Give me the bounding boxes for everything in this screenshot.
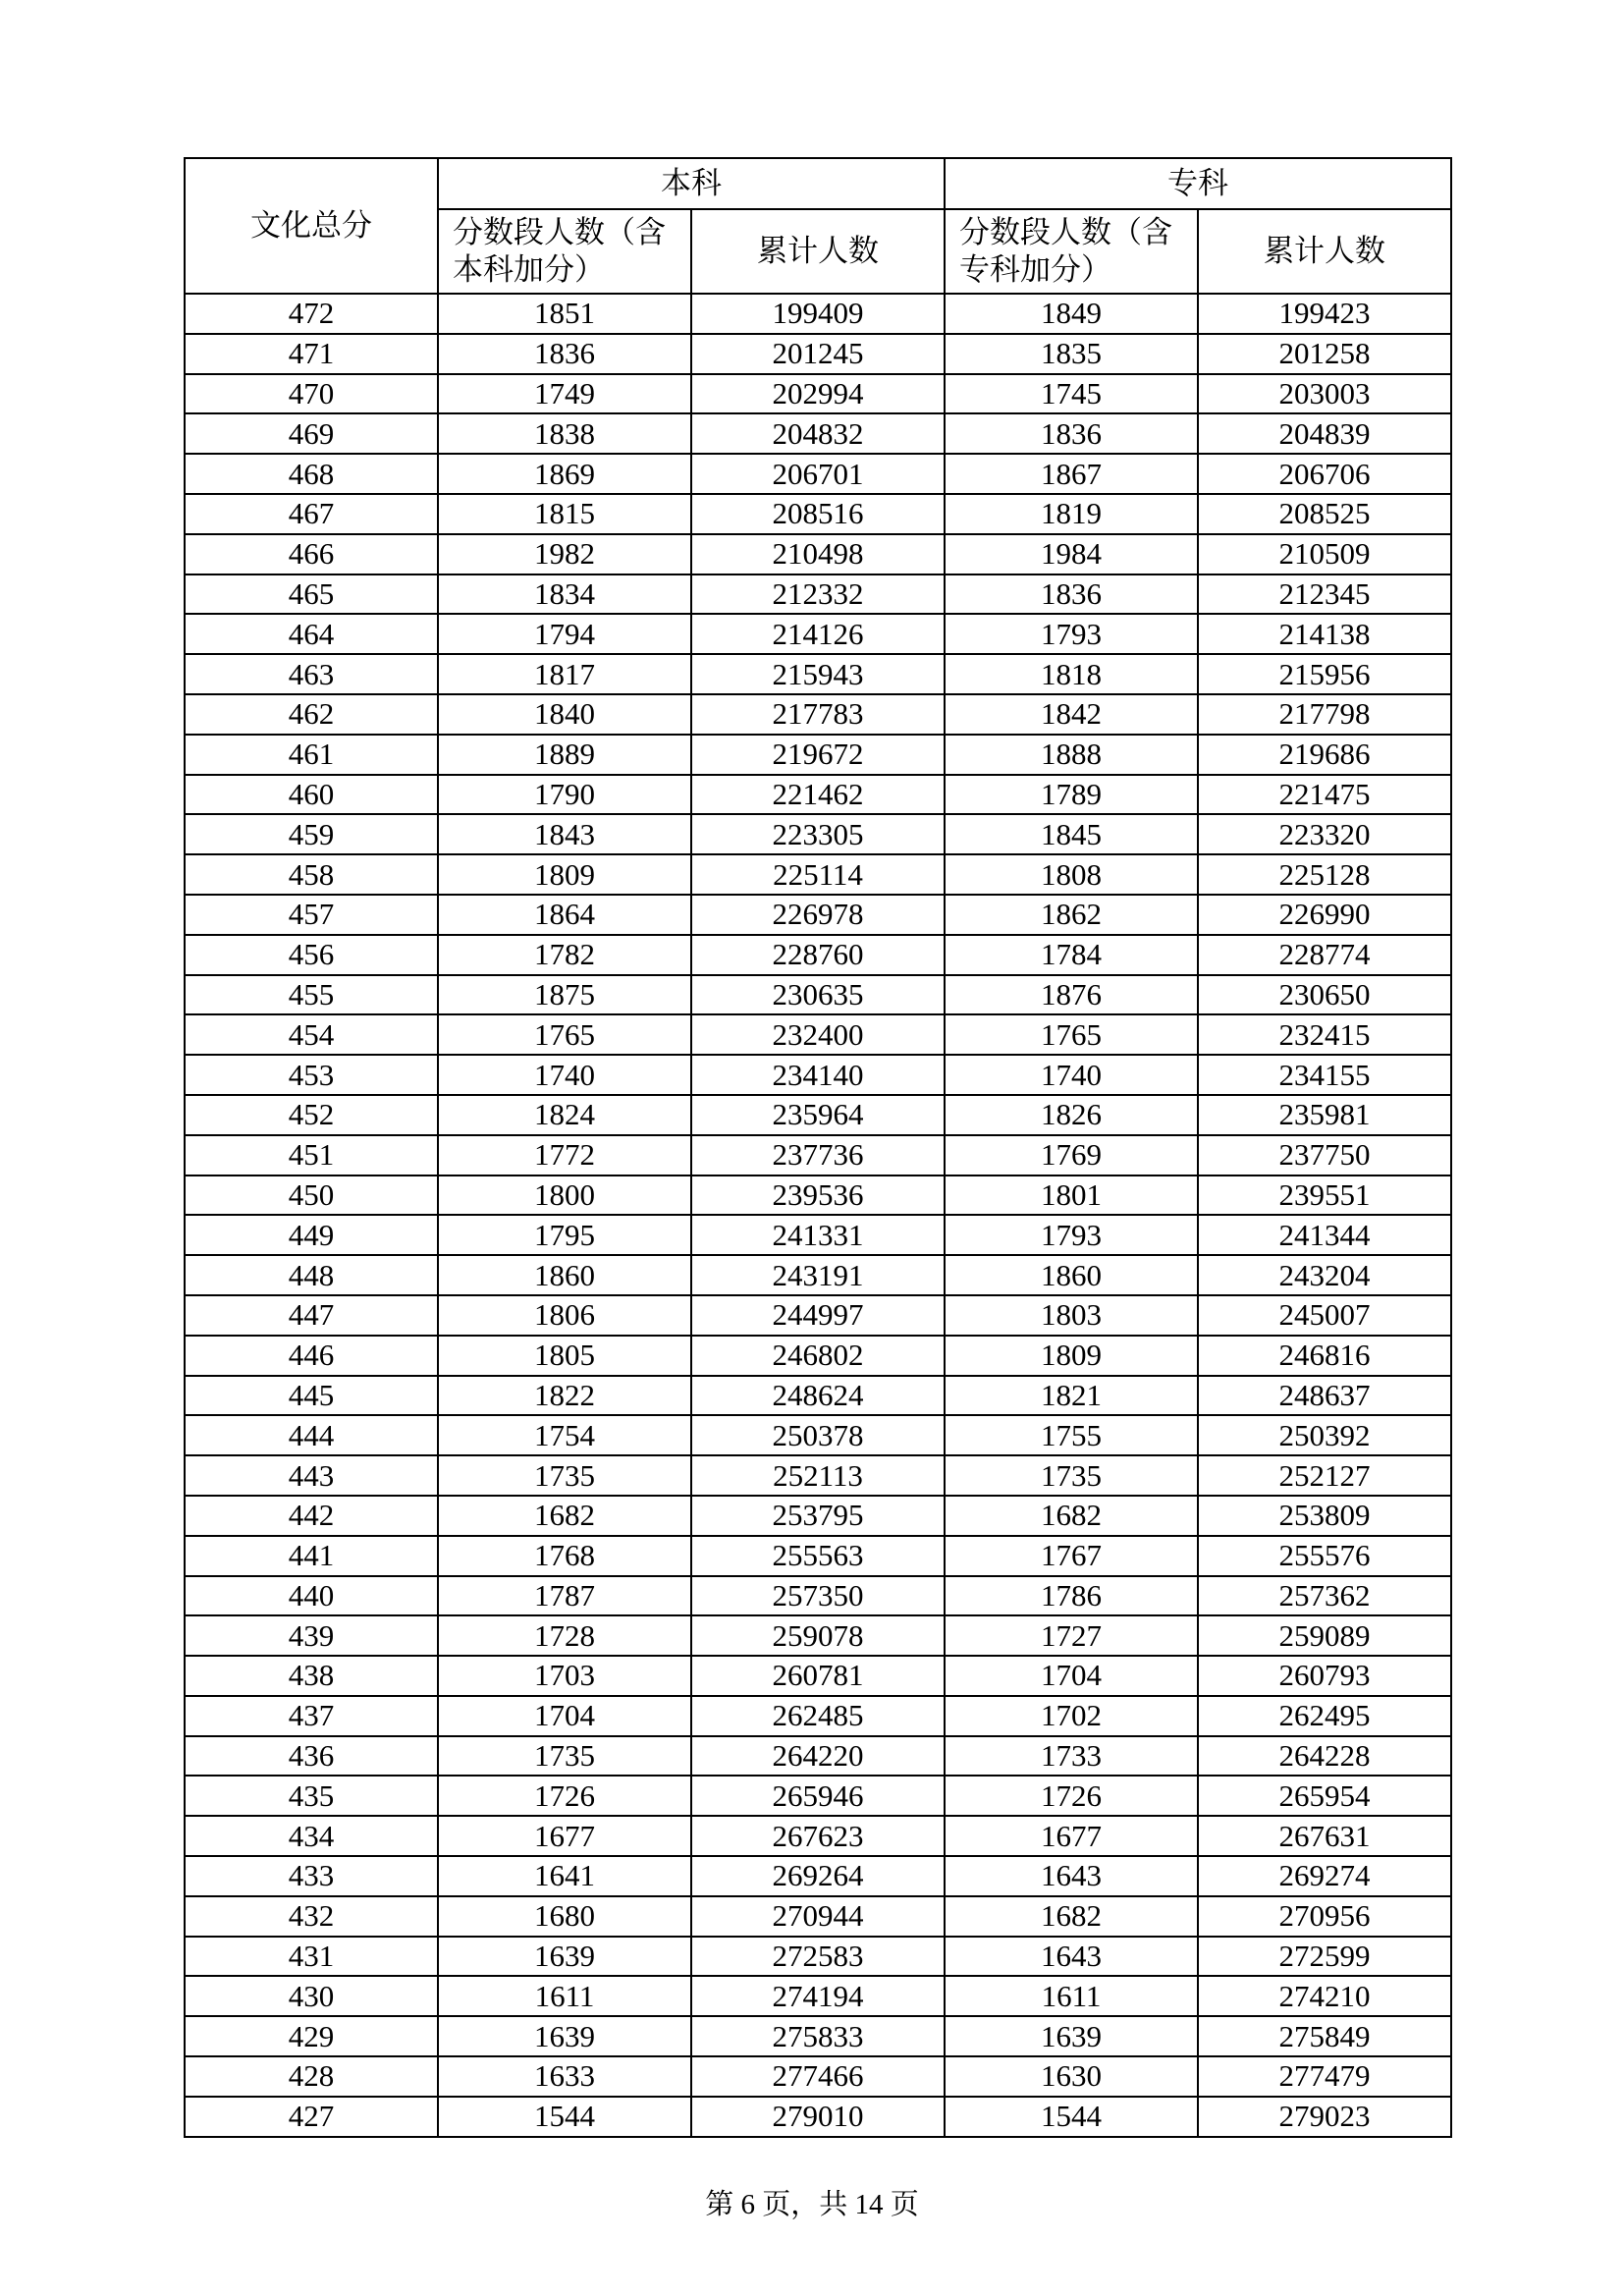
undergrad-cumulative-cell: 248624	[691, 1376, 945, 1416]
undergrad-cumulative-cell: 257350	[691, 1576, 945, 1616]
junior-cumulative-cell: 272599	[1198, 1937, 1451, 1977]
undergrad-segment-cell: 1728	[438, 1615, 691, 1656]
junior-segment-cell: 1769	[945, 1135, 1198, 1175]
junior-segment-cell: 1704	[945, 1656, 1198, 1696]
undergrad-segment-cell: 1544	[438, 2097, 691, 2137]
junior-cumulative-cell: 243204	[1198, 1255, 1451, 1295]
score-cell: 460	[185, 775, 438, 815]
table-row	[185, 1055, 1451, 1095]
undergrad-segment-cell: 1682	[438, 1496, 691, 1536]
table-row	[185, 1255, 1451, 1295]
junior-cumulative-cell: 245007	[1198, 1295, 1451, 1336]
page-number: 第 6 页，共 14 页	[705, 2189, 919, 2220]
table-row	[185, 1656, 1451, 1696]
score-cell: 463	[185, 654, 438, 694]
junior-segment-cell: 1682	[945, 1896, 1198, 1937]
table-row	[185, 1937, 1451, 1977]
undergrad-segment-cell: 1641	[438, 1856, 691, 1896]
header-junior-segment: 分数段人数（含专科加分）	[945, 209, 1198, 294]
table-row	[185, 1415, 1451, 1455]
junior-cumulative-cell: 250392	[1198, 1415, 1451, 1455]
score-cell: 441	[185, 1536, 438, 1576]
table-row	[185, 454, 1451, 494]
undergrad-segment-cell: 1889	[438, 735, 691, 775]
undergrad-cumulative-cell: 228760	[691, 935, 945, 975]
undergrad-cumulative-cell: 208516	[691, 494, 945, 534]
junior-segment-cell: 1793	[945, 614, 1198, 654]
score-cell: 471	[185, 334, 438, 374]
junior-cumulative-cell: 277479	[1198, 2056, 1451, 2097]
score-cell: 467	[185, 494, 438, 534]
undergrad-cumulative-cell: 225114	[691, 854, 945, 895]
junior-cumulative-cell: 239551	[1198, 1175, 1451, 1216]
undergrad-segment-cell: 1836	[438, 334, 691, 374]
score-cell: 436	[185, 1736, 438, 1777]
table-row	[185, 1014, 1451, 1055]
junior-cumulative-cell: 270956	[1198, 1896, 1451, 1937]
score-cell: 435	[185, 1776, 438, 1816]
junior-cumulative-cell: 210509	[1198, 534, 1451, 574]
score-cell: 437	[185, 1696, 438, 1736]
junior-segment-cell: 1826	[945, 1095, 1198, 1135]
header-undergrad-cumulative: 累计人数	[691, 209, 945, 294]
junior-segment-cell: 1682	[945, 1496, 1198, 1536]
junior-segment-cell: 1784	[945, 935, 1198, 975]
undergrad-segment-cell: 1726	[438, 1776, 691, 1816]
undergrad-segment-cell: 1864	[438, 895, 691, 935]
junior-cumulative-cell: 275849	[1198, 2016, 1451, 2056]
score-cell: 451	[185, 1135, 438, 1175]
junior-cumulative-cell: 259089	[1198, 1615, 1451, 1656]
junior-segment-cell: 1801	[945, 1175, 1198, 1216]
undergrad-cumulative-cell: 270944	[691, 1896, 945, 1937]
junior-segment-cell: 1836	[945, 574, 1198, 615]
undergrad-cumulative-cell: 255563	[691, 1536, 945, 1576]
score-cell: 461	[185, 735, 438, 775]
score-cell: 455	[185, 975, 438, 1015]
junior-cumulative-cell: 203003	[1198, 374, 1451, 414]
undergrad-cumulative-cell: 214126	[691, 614, 945, 654]
score-cell: 432	[185, 1896, 438, 1937]
undergrad-cumulative-cell: 201245	[691, 334, 945, 374]
junior-segment-cell: 1727	[945, 1615, 1198, 1656]
junior-segment-cell: 1808	[945, 854, 1198, 895]
table-row	[185, 694, 1451, 735]
undergrad-cumulative-cell: 232400	[691, 1014, 945, 1055]
undergrad-cumulative-cell: 264220	[691, 1736, 945, 1777]
undergrad-cumulative-cell: 206701	[691, 454, 945, 494]
undergrad-cumulative-cell: 274194	[691, 1976, 945, 2016]
score-cell: 465	[185, 574, 438, 615]
score-cell: 450	[185, 1175, 438, 1216]
undergrad-segment-cell: 1639	[438, 1937, 691, 1977]
undergrad-cumulative-cell: 234140	[691, 1055, 945, 1095]
undergrad-cumulative-cell: 265946	[691, 1776, 945, 1816]
undergrad-cumulative-cell: 217783	[691, 694, 945, 735]
junior-cumulative-cell: 257362	[1198, 1576, 1451, 1616]
undergrad-segment-cell: 1840	[438, 694, 691, 735]
score-cell: 448	[185, 1255, 438, 1295]
table-row	[185, 895, 1451, 935]
undergrad-segment-cell: 1703	[438, 1656, 691, 1696]
junior-cumulative-cell: 241344	[1198, 1215, 1451, 1255]
score-cell: 464	[185, 614, 438, 654]
score-cell: 459	[185, 814, 438, 854]
junior-cumulative-cell: 221475	[1198, 775, 1451, 815]
score-cell: 442	[185, 1496, 438, 1536]
undergrad-segment-cell: 1749	[438, 374, 691, 414]
score-cell: 452	[185, 1095, 438, 1135]
table-row	[185, 2097, 1451, 2137]
undergrad-segment-cell: 1680	[438, 1896, 691, 1937]
table-row	[185, 854, 1451, 895]
undergrad-cumulative-cell: 219672	[691, 735, 945, 775]
score-cell: 444	[185, 1415, 438, 1455]
score-cell: 427	[185, 2097, 438, 2137]
table-header	[185, 158, 1451, 294]
undergrad-segment-cell: 1851	[438, 294, 691, 334]
undergrad-cumulative-cell: 239536	[691, 1175, 945, 1216]
junior-cumulative-cell: 235981	[1198, 1095, 1451, 1135]
undergrad-segment-cell: 1704	[438, 1696, 691, 1736]
table-row	[185, 1536, 1451, 1576]
score-cell: 445	[185, 1376, 438, 1416]
junior-segment-cell: 1876	[945, 975, 1198, 1015]
header-undergrad-segment: 分数段人数（含本科加分）	[438, 209, 691, 294]
score-cell: 468	[185, 454, 438, 494]
undergrad-segment-cell: 1805	[438, 1336, 691, 1376]
undergrad-segment-cell: 1611	[438, 1976, 691, 2016]
undergrad-segment-cell: 1843	[438, 814, 691, 854]
junior-cumulative-cell: 201258	[1198, 334, 1451, 374]
score-cell: 433	[185, 1856, 438, 1896]
junior-cumulative-cell: 232415	[1198, 1014, 1451, 1055]
score-cell: 462	[185, 694, 438, 735]
junior-cumulative-cell: 234155	[1198, 1055, 1451, 1095]
junior-segment-cell: 1867	[945, 454, 1198, 494]
junior-cumulative-cell: 274210	[1198, 1976, 1451, 2016]
junior-cumulative-cell: 206706	[1198, 454, 1451, 494]
undergrad-cumulative-cell: 246802	[691, 1336, 945, 1376]
table-row	[185, 1376, 1451, 1416]
undergrad-cumulative-cell: 237736	[691, 1135, 945, 1175]
junior-segment-cell: 1702	[945, 1696, 1198, 1736]
junior-segment-cell: 1809	[945, 1336, 1198, 1376]
junior-cumulative-cell: 223320	[1198, 814, 1451, 854]
junior-segment-cell: 1789	[945, 775, 1198, 815]
score-cell: 469	[185, 413, 438, 454]
undergrad-segment-cell: 1754	[438, 1415, 691, 1455]
undergrad-segment-cell: 1800	[438, 1175, 691, 1216]
junior-cumulative-cell: 248637	[1198, 1376, 1451, 1416]
undergrad-segment-cell: 1787	[438, 1576, 691, 1616]
undergrad-segment-cell: 1795	[438, 1215, 691, 1255]
undergrad-segment-cell: 1772	[438, 1135, 691, 1175]
junior-cumulative-cell: 255576	[1198, 1536, 1451, 1576]
undergrad-segment-cell: 1794	[438, 614, 691, 654]
junior-cumulative-cell: 219686	[1198, 735, 1451, 775]
undergrad-cumulative-cell: 243191	[691, 1255, 945, 1295]
undergrad-segment-cell: 1768	[438, 1536, 691, 1576]
table-row	[185, 374, 1451, 414]
table-row	[185, 334, 1451, 374]
undergrad-segment-cell: 1806	[438, 1295, 691, 1336]
undergrad-cumulative-cell: 221462	[691, 775, 945, 815]
junior-segment-cell: 1726	[945, 1776, 1198, 1816]
junior-cumulative-cell: 262495	[1198, 1696, 1451, 1736]
junior-segment-cell: 1803	[945, 1295, 1198, 1336]
undergrad-segment-cell: 1817	[438, 654, 691, 694]
junior-cumulative-cell: 228774	[1198, 935, 1451, 975]
junior-segment-cell: 1845	[945, 814, 1198, 854]
junior-segment-cell: 1786	[945, 1576, 1198, 1616]
table-row	[185, 1095, 1451, 1135]
undergrad-segment-cell: 1834	[438, 574, 691, 615]
undergrad-cumulative-cell: 253795	[691, 1496, 945, 1536]
junior-segment-cell: 1818	[945, 654, 1198, 694]
junior-segment-cell: 1755	[945, 1415, 1198, 1455]
undergrad-segment-cell: 1735	[438, 1736, 691, 1777]
undergrad-segment-cell: 1982	[438, 534, 691, 574]
undergrad-cumulative-cell: 202994	[691, 374, 945, 414]
undergrad-cumulative-cell: 212332	[691, 574, 945, 615]
table-row	[185, 1135, 1451, 1175]
undergrad-cumulative-cell: 210498	[691, 534, 945, 574]
junior-segment-cell: 1793	[945, 1215, 1198, 1255]
undergrad-cumulative-cell: 277466	[691, 2056, 945, 2097]
junior-cumulative-cell: 208525	[1198, 494, 1451, 534]
junior-segment-cell: 1765	[945, 1014, 1198, 1055]
undergrad-segment-cell: 1815	[438, 494, 691, 534]
score-cell: 440	[185, 1576, 438, 1616]
table-row	[185, 413, 1451, 454]
undergrad-cumulative-cell: 252113	[691, 1455, 945, 1496]
score-cell: 470	[185, 374, 438, 414]
table-row	[185, 1215, 1451, 1255]
undergrad-segment-cell: 1677	[438, 1816, 691, 1856]
table-row	[185, 1455, 1451, 1496]
table-row	[185, 654, 1451, 694]
score-cell: 430	[185, 1976, 438, 2016]
junior-segment-cell: 1860	[945, 1255, 1198, 1295]
junior-segment-cell: 1862	[945, 895, 1198, 935]
junior-segment-cell: 1745	[945, 374, 1198, 414]
undergrad-segment-cell: 1824	[438, 1095, 691, 1135]
table-row	[185, 574, 1451, 615]
table-row	[185, 494, 1451, 534]
score-cell: 447	[185, 1295, 438, 1336]
table-row	[185, 2016, 1451, 2056]
table-row	[185, 1175, 1451, 1216]
junior-cumulative-cell: 199423	[1198, 294, 1451, 334]
undergrad-segment-cell: 1782	[438, 935, 691, 975]
junior-cumulative-cell: 225128	[1198, 854, 1451, 895]
junior-segment-cell: 1835	[945, 334, 1198, 374]
table-row	[185, 935, 1451, 975]
junior-segment-cell: 1643	[945, 1937, 1198, 1977]
undergrad-segment-cell: 1790	[438, 775, 691, 815]
junior-cumulative-cell: 253809	[1198, 1496, 1451, 1536]
undergrad-cumulative-cell: 241331	[691, 1215, 945, 1255]
undergrad-cumulative-cell: 199409	[691, 294, 945, 334]
table-row	[185, 1295, 1451, 1336]
table-row	[185, 614, 1451, 654]
score-cell: 429	[185, 2016, 438, 2056]
table-row	[185, 1896, 1451, 1937]
undergrad-segment-cell: 1838	[438, 413, 691, 454]
junior-segment-cell: 1849	[945, 294, 1198, 334]
score-cell: 438	[185, 1656, 438, 1696]
junior-cumulative-cell: 267631	[1198, 1816, 1451, 1856]
table-row	[185, 814, 1451, 854]
junior-segment-cell: 1767	[945, 1536, 1198, 1576]
undergrad-segment-cell: 1740	[438, 1055, 691, 1095]
junior-segment-cell: 1544	[945, 2097, 1198, 2137]
undergrad-cumulative-cell: 272583	[691, 1937, 945, 1977]
junior-cumulative-cell: 279023	[1198, 2097, 1451, 2137]
table-row	[185, 2056, 1451, 2097]
table-row	[185, 1776, 1451, 1816]
score-cell: 428	[185, 2056, 438, 2097]
junior-segment-cell: 1735	[945, 1455, 1198, 1496]
undergrad-segment-cell: 1860	[438, 1255, 691, 1295]
score-cell: 454	[185, 1014, 438, 1055]
score-cell: 434	[185, 1816, 438, 1856]
junior-cumulative-cell: 226990	[1198, 895, 1451, 935]
junior-segment-cell: 1630	[945, 2056, 1198, 2097]
junior-cumulative-cell: 264228	[1198, 1736, 1451, 1777]
score-cell: 439	[185, 1615, 438, 1656]
junior-segment-cell: 1733	[945, 1736, 1198, 1777]
junior-segment-cell: 1677	[945, 1816, 1198, 1856]
junior-segment-cell: 1643	[945, 1856, 1198, 1896]
undergrad-segment-cell: 1735	[438, 1455, 691, 1496]
table-row	[185, 1816, 1451, 1856]
header-score: 文化总分	[185, 158, 438, 294]
score-distribution-table	[184, 157, 1452, 2138]
score-cell: 472	[185, 294, 438, 334]
undergrad-cumulative-cell: 226978	[691, 895, 945, 935]
undergrad-segment-cell: 1639	[438, 2016, 691, 2056]
junior-segment-cell: 1819	[945, 494, 1198, 534]
undergrad-cumulative-cell: 267623	[691, 1816, 945, 1856]
junior-segment-cell: 1842	[945, 694, 1198, 735]
junior-cumulative-cell: 246816	[1198, 1336, 1451, 1376]
header-undergrad: 本科	[438, 158, 945, 209]
undergrad-segment-cell: 1869	[438, 454, 691, 494]
undergrad-cumulative-cell: 259078	[691, 1615, 945, 1656]
undergrad-cumulative-cell: 244997	[691, 1295, 945, 1336]
undergrad-cumulative-cell: 223305	[691, 814, 945, 854]
undergrad-cumulative-cell: 250378	[691, 1415, 945, 1455]
table-row	[185, 1736, 1451, 1777]
score-cell: 443	[185, 1455, 438, 1496]
undergrad-segment-cell: 1809	[438, 854, 691, 895]
undergrad-cumulative-cell: 269264	[691, 1856, 945, 1896]
undergrad-cumulative-cell: 262485	[691, 1696, 945, 1736]
junior-segment-cell: 1821	[945, 1376, 1198, 1416]
junior-cumulative-cell: 237750	[1198, 1135, 1451, 1175]
table-row	[185, 1336, 1451, 1376]
undergrad-cumulative-cell: 235964	[691, 1095, 945, 1135]
header-junior-cumulative: 累计人数	[1198, 209, 1451, 294]
table-row	[185, 1856, 1451, 1896]
score-cell: 466	[185, 534, 438, 574]
junior-segment-cell: 1611	[945, 1976, 1198, 2016]
junior-segment-cell: 1984	[945, 534, 1198, 574]
junior-cumulative-cell: 204839	[1198, 413, 1451, 454]
junior-cumulative-cell: 252127	[1198, 1455, 1451, 1496]
junior-segment-cell: 1836	[945, 413, 1198, 454]
table-row	[185, 1615, 1451, 1656]
table-row	[185, 1576, 1451, 1616]
junior-segment-cell: 1740	[945, 1055, 1198, 1095]
table-row	[185, 775, 1451, 815]
table-row	[185, 735, 1451, 775]
undergrad-cumulative-cell: 204832	[691, 413, 945, 454]
undergrad-segment-cell: 1765	[438, 1014, 691, 1055]
undergrad-cumulative-cell: 279010	[691, 2097, 945, 2137]
junior-segment-cell: 1639	[945, 2016, 1198, 2056]
undergrad-segment-cell: 1633	[438, 2056, 691, 2097]
undergrad-cumulative-cell: 260781	[691, 1656, 945, 1696]
table-row	[185, 534, 1451, 574]
junior-cumulative-cell: 230650	[1198, 975, 1451, 1015]
table-row	[185, 294, 1451, 334]
table-row	[185, 975, 1451, 1015]
table-row	[185, 1696, 1451, 1736]
table-body	[185, 294, 1451, 2137]
junior-cumulative-cell: 217798	[1198, 694, 1451, 735]
undergrad-cumulative-cell: 215943	[691, 654, 945, 694]
undergrad-segment-cell: 1875	[438, 975, 691, 1015]
score-cell: 457	[185, 895, 438, 935]
junior-cumulative-cell: 212345	[1198, 574, 1451, 615]
junior-cumulative-cell: 214138	[1198, 614, 1451, 654]
table-row	[185, 1496, 1451, 1536]
junior-cumulative-cell: 215956	[1198, 654, 1451, 694]
score-cell: 431	[185, 1937, 438, 1977]
header-junior: 专科	[945, 158, 1451, 209]
table-row	[185, 1976, 1451, 2016]
score-cell: 458	[185, 854, 438, 895]
junior-segment-cell: 1888	[945, 735, 1198, 775]
score-cell: 446	[185, 1336, 438, 1376]
junior-cumulative-cell: 260793	[1198, 1656, 1451, 1696]
score-cell: 453	[185, 1055, 438, 1095]
undergrad-cumulative-cell: 230635	[691, 975, 945, 1015]
undergrad-segment-cell: 1822	[438, 1376, 691, 1416]
junior-cumulative-cell: 269274	[1198, 1856, 1451, 1896]
score-cell: 456	[185, 935, 438, 975]
score-cell: 449	[185, 1215, 438, 1255]
undergrad-cumulative-cell: 275833	[691, 2016, 945, 2056]
junior-cumulative-cell: 265954	[1198, 1776, 1451, 1816]
